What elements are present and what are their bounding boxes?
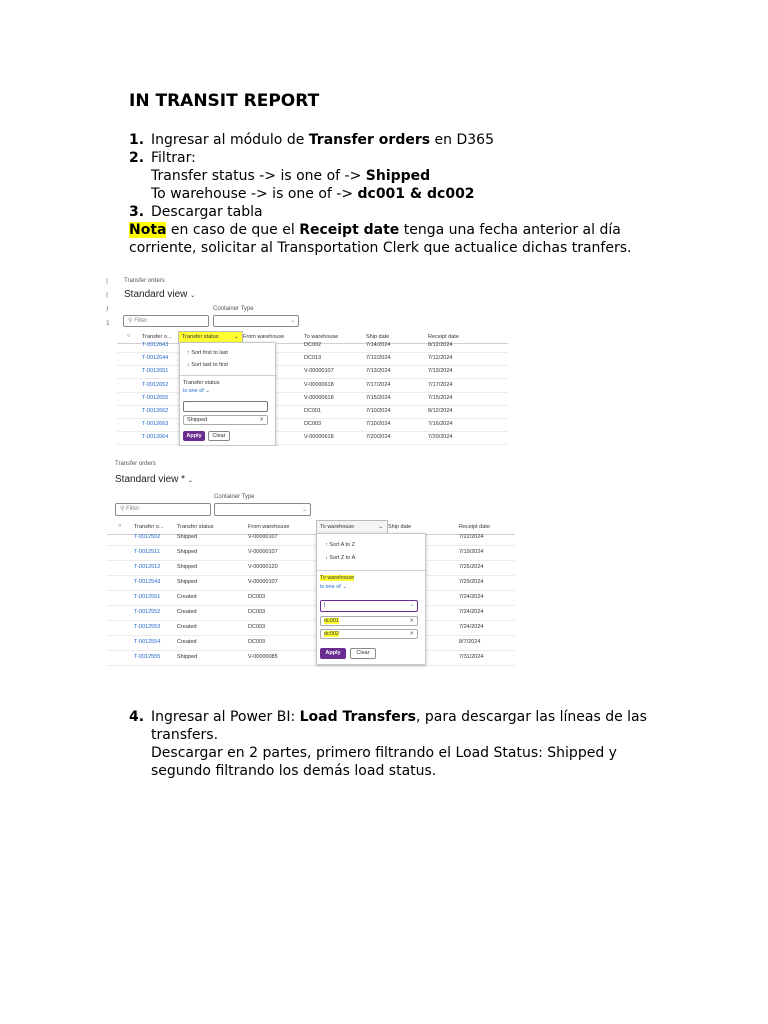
screenshot-to-warehouse-filter	[107, 457, 515, 670]
cell-transfer-order[interactable]: T-0012552	[134, 609, 161, 615]
cell-from-warehouse: DC003	[248, 624, 266, 630]
col-receipt-date[interactable]: Receipt date	[428, 334, 459, 340]
view-selector[interactable]	[115, 474, 193, 485]
col-transfer-status[interactable]: Transfer status	[177, 524, 214, 530]
cell-to-warehouse: V-00000618	[304, 434, 334, 441]
cell-receipt-date: 7/25/2024	[459, 564, 484, 570]
value-chip-1	[320, 616, 418, 626]
cell-ship-date: 7/17/2024	[366, 381, 391, 388]
sort-desc-label: Sort Z to A	[329, 555, 356, 561]
step-4-line-2: transfers.	[151, 727, 219, 743]
row-divider	[117, 352, 508, 353]
sort-asc-label: Sort first to last	[191, 350, 228, 356]
step-number: 3.	[129, 204, 145, 220]
row-divider	[107, 635, 515, 636]
step-3	[129, 203, 263, 221]
cell-from-warehouse: V-00000107	[248, 549, 278, 555]
cell-transfer-order[interactable]: T-0012555	[134, 654, 161, 660]
sort-asc-label: Sort A to Z	[329, 542, 355, 548]
row-divider	[107, 590, 515, 591]
cell-receipt-date: 7/24/2024	[459, 609, 484, 615]
col-from-warehouse[interactable]: From warehouse	[248, 524, 290, 530]
cell-from-warehouse: V-00000085	[248, 654, 278, 660]
sort-asc-option[interactable]: ↑ Sort A to Z	[325, 542, 355, 548]
step-4-post: , para descargar las líneas de las	[416, 709, 647, 725]
row-divider	[107, 575, 515, 576]
search-icon: ⚲	[128, 318, 135, 324]
filter-1-pre: Transfer status -> is one of ->	[151, 168, 366, 184]
cell-transfer-status: Shipped	[177, 549, 198, 555]
cell-ship-date: 7/10/2024	[366, 421, 391, 428]
row-divider	[107, 620, 515, 621]
cell-transfer-status: Shipped	[177, 564, 198, 570]
cell-transfer-order[interactable]: T-0012502	[134, 534, 161, 540]
step-1-bold: Transfer orders	[308, 132, 431, 148]
cell-transfer-order[interactable]: T-0012512	[134, 564, 161, 570]
cell-transfer-status: Shipped	[177, 534, 198, 540]
col-transfer-order[interactable]: Transfer o...	[142, 334, 172, 340]
chevron-down-icon: ⌄	[378, 524, 383, 530]
col-to-warehouse-label: To warehouse	[320, 524, 355, 530]
cell-receipt-date: 7/24/2024	[459, 594, 484, 600]
cell-to-warehouse: V-00000107	[304, 368, 334, 375]
cell-transfer-order[interactable]: T-0012664	[142, 434, 169, 441]
filter-input[interactable]	[123, 315, 209, 327]
note-bold: Receipt date	[299, 222, 400, 238]
operator-label: is one of	[183, 388, 204, 394]
cell-receipt-date: 7/22/2024	[459, 534, 484, 540]
cell-ship-date: 7/10/2024	[366, 408, 391, 414]
cell-receipt-date: 7/31/2024	[459, 654, 484, 660]
popup-divider	[317, 570, 427, 571]
cell-to-warehouse: V-00000618	[304, 381, 334, 388]
row-divider	[117, 405, 508, 406]
value-input[interactable]	[183, 401, 268, 412]
chevron-down-icon: ⌄	[301, 507, 307, 513]
container-type-label: Container Type	[214, 494, 255, 500]
transfer-status-filter-popup	[179, 342, 276, 446]
row-divider	[117, 431, 508, 432]
cell-ship-date: 7/15/2024	[366, 394, 391, 401]
left-edge-marks: | ( ) 1	[106, 278, 110, 327]
col-ship-date[interactable]: Ship date	[366, 334, 390, 340]
clear-button[interactable]: Clear	[208, 431, 230, 441]
filter-2-bold: dc001 & dc002	[357, 186, 475, 202]
breadcrumb: Transfer orders	[124, 278, 165, 284]
step-2	[129, 149, 196, 167]
note-label: Nota	[129, 222, 167, 238]
cell-to-warehouse: V-00000618	[304, 394, 334, 401]
cell-transfer-status: Created	[177, 624, 197, 630]
cell-transfer-order[interactable]: T-0012655	[142, 394, 169, 401]
step-4-bold: Load Transfers	[299, 709, 417, 725]
search-icon: ⚲	[120, 506, 127, 512]
cell-transfer-status: Created	[177, 639, 197, 645]
field-label: Transfer status	[183, 380, 220, 386]
select-all-radio[interactable]: ○	[127, 333, 131, 339]
apply-button[interactable]: Apply	[183, 431, 205, 441]
cell-from-warehouse: V-00000107	[248, 534, 278, 540]
filter-placeholder: Filter	[126, 506, 140, 512]
container-type-label: Container Type	[213, 306, 254, 312]
step-4-line-4: segundo filtrando los demás load status.	[151, 763, 437, 779]
cell-transfer-order[interactable]: T-0012651	[142, 368, 169, 375]
cell-transfer-order[interactable]: T-0012511	[134, 549, 160, 555]
selected-value: Shipped	[187, 417, 208, 423]
col-transfer-status-label: Transfer status	[182, 334, 219, 340]
sort-asc-option[interactable]: ↑ Sort first to last	[187, 350, 228, 356]
cell-receipt-date: 7/24/2024	[459, 624, 484, 630]
clear-button[interactable]: Clear	[350, 648, 376, 659]
cell-receipt-date: 8/12/2024	[428, 342, 453, 348]
breadcrumb: Transfer orders	[115, 461, 156, 467]
cell-transfer-order[interactable]: T-0012643	[142, 342, 169, 348]
step-number: 1.	[129, 132, 145, 148]
cell-receipt-date: 7/17/2024	[428, 381, 453, 388]
cell-receipt-date: 8/7/2024	[459, 639, 481, 645]
cell-transfer-status: Shipped	[177, 654, 198, 660]
chevron-down-icon: ⌄	[409, 602, 414, 608]
screenshot-transfer-status-filter	[117, 274, 508, 446]
cell-ship-date: 7/14/2024	[366, 342, 391, 348]
step-2-text: Filtrar:	[151, 150, 196, 166]
value-chip-2	[320, 629, 418, 639]
operator-dropdown[interactable]	[183, 388, 210, 394]
cell-to-warehouse: DC013	[304, 355, 322, 362]
cell-ship-date: 7/12/2024	[366, 355, 391, 362]
value-input[interactable]: | ⌄	[320, 600, 418, 612]
operator-label: is one of	[320, 584, 341, 590]
col-to-warehouse[interactable]: To warehouse	[304, 334, 339, 340]
step-4	[129, 708, 647, 726]
col-ship-date[interactable]: Ship date	[388, 524, 412, 530]
cell-receipt-date: 7/16/2024	[428, 421, 453, 428]
col-to-warehouse[interactable]	[316, 520, 388, 534]
cell-transfer-status: Shipped	[177, 579, 198, 585]
chevron-down-icon: ⌄	[187, 478, 193, 484]
view-label: Standard view	[124, 289, 188, 300]
filter-input[interactable]	[115, 503, 211, 516]
view-selector[interactable]	[124, 289, 195, 300]
chevron-down-icon: ⌄	[289, 318, 295, 324]
col-receipt-date[interactable]: Receipt date	[459, 524, 490, 530]
container-type-dropdown[interactable]	[213, 315, 299, 327]
step-1-post: en D365	[430, 132, 494, 148]
cell-transfer-order[interactable]: T-0012551	[134, 594, 161, 600]
row-divider	[117, 418, 508, 419]
cell-receipt-date: 7/15/2024	[428, 394, 453, 401]
filter-2-pre: To warehouse -> is one of ->	[151, 186, 358, 202]
row-divider	[107, 605, 515, 606]
cell-transfer-order[interactable]: T-0012662	[142, 408, 169, 414]
step-4-line-3: Descargar en 2 partes, primero filtrando el Load Status: Shipped y	[151, 745, 617, 761]
cell-from-warehouse: DC003	[248, 594, 266, 600]
note-pre: en caso de que el	[166, 222, 300, 238]
cell-to-warehouse: DC002	[304, 342, 322, 348]
step-number: 2.	[129, 150, 145, 166]
cell-from-warehouse: DC003	[248, 609, 266, 615]
cell-transfer-order[interactable]: T-0012663	[142, 421, 169, 428]
cell-to-warehouse: DC003	[304, 421, 322, 428]
step-1-pre: Ingresar al módulo de	[151, 132, 309, 148]
view-label: Standard view *	[115, 474, 186, 485]
cell-ship-date: 7/20/2024	[366, 434, 391, 441]
step-number: 4.	[129, 709, 145, 725]
chevron-down-icon: ⌄	[205, 388, 210, 394]
cell-receipt-date: 7/29/2024	[459, 579, 484, 585]
cell-receipt-date: 8/12/2024	[428, 408, 453, 414]
row-divider	[107, 665, 515, 666]
cell-from-warehouse: V-00000107	[248, 579, 278, 585]
close-icon[interactable]: ✕	[409, 631, 414, 637]
select-all-radio[interactable]: ○	[118, 523, 122, 529]
chevron-down-icon: ⌄	[234, 334, 239, 340]
cell-receipt-date: 7/13/2024	[428, 368, 453, 375]
cell-receipt-date: 7/20/2024	[428, 434, 453, 441]
value-1: dc001	[324, 618, 339, 624]
apply-button[interactable]: Apply	[320, 648, 346, 659]
chevron-down-icon: ⌄	[190, 293, 196, 299]
cell-receipt-date: 7/19/2024	[459, 549, 484, 555]
step-4-pre: Ingresar al Power BI:	[151, 709, 300, 725]
cell-transfer-order[interactable]: T-0012644	[142, 355, 169, 362]
row-divider	[107, 545, 515, 546]
row-divider	[107, 650, 515, 651]
row-divider	[117, 378, 508, 379]
row-divider	[107, 560, 515, 561]
row-divider	[117, 444, 508, 445]
operator-dropdown[interactable]	[320, 584, 347, 590]
row-divider	[117, 365, 508, 366]
filter-placeholder: Filter	[134, 318, 148, 324]
note-line-2: corriente, solicitar al Transportation Clerk que actualice dichas tranfers.	[129, 240, 632, 256]
col-transfer-order[interactable]: Transfer o...	[134, 524, 164, 530]
header-divider	[107, 534, 515, 535]
row-divider	[117, 392, 508, 393]
col-from-warehouse[interactable]: From warehouse	[243, 334, 285, 340]
step-1	[129, 131, 494, 149]
field-label: To warehouse	[320, 575, 355, 581]
cell-from-warehouse: DC003	[248, 639, 266, 645]
sort-desc-option[interactable]: ↓ Sort last to first	[187, 362, 228, 368]
document-title: IN TRANSIT REPORT	[129, 91, 320, 111]
filter-line-2	[151, 185, 475, 203]
note-line-1	[129, 221, 621, 239]
chevron-down-icon: ⌄	[342, 584, 347, 590]
filter-1-bold: Shipped	[365, 168, 431, 184]
cell-transfer-status: Created	[177, 594, 197, 600]
cell-transfer-status: Created	[177, 609, 197, 615]
cell-transfer-order[interactable]: T-0012554	[134, 639, 161, 645]
note-post: tenga una fecha anterior al día	[399, 222, 621, 238]
container-type-dropdown[interactable]	[214, 503, 311, 516]
popup-divider	[180, 375, 277, 376]
value-2: dc002	[324, 631, 339, 637]
cell-ship-date: 7/13/2024	[366, 368, 391, 375]
close-icon[interactable]: ✕	[259, 417, 264, 423]
cell-transfer-order[interactable]: T-0012543	[134, 579, 161, 585]
cell-from-warehouse: V-00000120	[248, 564, 278, 570]
step-3-text: Descargar tabla	[151, 204, 263, 220]
cell-receipt-date: 7/12/2024	[428, 355, 453, 362]
selected-value-chip	[183, 415, 268, 425]
to-warehouse-filter-popup	[316, 533, 426, 665]
sort-desc-option[interactable]: ↓ Sort Z to A	[325, 555, 356, 561]
cell-transfer-order[interactable]: T-0012652	[142, 381, 169, 388]
close-icon[interactable]: ✕	[409, 618, 414, 624]
cell-to-warehouse: DC001	[304, 408, 322, 414]
filter-line-1	[151, 167, 430, 185]
cell-transfer-order[interactable]: T-0012553	[134, 624, 161, 630]
sort-desc-label: Sort last to first	[191, 362, 228, 368]
